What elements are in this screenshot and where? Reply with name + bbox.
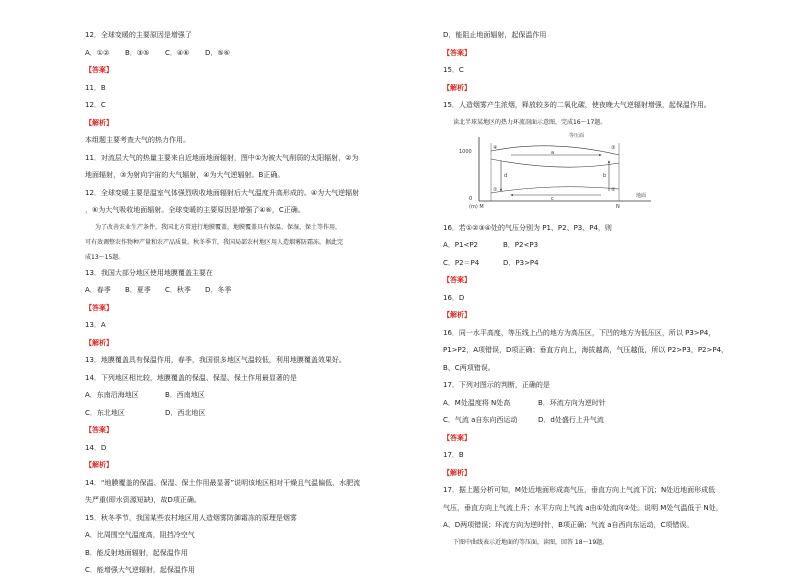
question-13: 13．我国大部分地区使用地膜覆盖主要在 (85, 268, 213, 277)
option-c: C．东北地区 (85, 408, 125, 417)
explanation-17-cont: 气压，垂直方向上气流上升；水平方向上气流 a由①处流向②处。说明 M处气温低于 N处， (443, 503, 723, 512)
explanation-12-cont: ，⑥为大气吸收地面辐射。全球变暖的主要原因是增强了④⑥，C正确。 (85, 206, 305, 214)
flow-label-b: b (603, 172, 607, 179)
option-d: D．P3>P4 (503, 258, 539, 267)
explanation-label: 【解析】 (443, 311, 471, 319)
explanation-label: 【解析】 (85, 338, 113, 347)
lower-isobar (491, 186, 619, 192)
x-left-label: (m) M (469, 203, 484, 210)
option-b: B．P2<P3 (503, 241, 539, 249)
point-2: ② (611, 186, 616, 193)
question-14-options-row2 (85, 408, 415, 418)
figure-intro: 读北半球某地区的热力环流剖面示意图，完成16～17题。 (453, 118, 607, 126)
option-b: B．西南地区 (165, 391, 205, 399)
option-c: C．秋季 (165, 286, 191, 294)
upper-isobar (491, 145, 619, 154)
explanation-17-end: A、D两项错误；环流方向为逆时针，B项正确；气流 a自西向东运动，C项错误。 (443, 521, 694, 529)
option-d: D．冬季 (205, 286, 232, 294)
option-d: D．d处盛行上升气流 (538, 416, 604, 424)
question-16-options-row1 (443, 240, 773, 250)
answer-label: 【答案】 (85, 66, 113, 74)
option-d: D．能阻止地面辐射，起保温作用 (443, 31, 547, 39)
option-a: A．P1<P2 (443, 241, 479, 249)
y-bottom-label: 0 (469, 195, 473, 202)
explanation-16: 16．同一水平高度，等压线上凸的地方为高压区，下凹的地方为低压区，所以 P3>P4， (443, 328, 716, 337)
option-b: B．③⑤ (125, 48, 150, 57)
option-d: D．⑤⑥ (205, 48, 230, 57)
material-intro-end: 成13～15题。 (85, 253, 125, 261)
answer-label: 【答案】 (443, 276, 471, 284)
explanation-label: 【解析】 (85, 118, 113, 127)
explanation-13: 13．地膜覆盖具有保温作用，春季，我国很多地区气温较低，利用地膜覆盖效果好。 (85, 356, 346, 364)
upper-isobar-2 (491, 159, 619, 167)
right-column (443, 30, 773, 553)
flow-label-c: c (551, 195, 554, 202)
option-a: A．比周围空气温度高，阻挡冷空气 (85, 531, 195, 539)
explanation-16-cont: P1>P2，A项错误，D项正确；垂直方向上，海拔越高，气压越低，所以 P2>P3，P2>P4， (443, 346, 729, 354)
option-b: B．夏季 (125, 286, 151, 294)
question-12-options (85, 48, 415, 58)
option-a: A．M处温度将 N处高 (443, 398, 511, 407)
explanation-14: 14．“地膜覆盖的保温、保湿、保土作用最显著”说明该地区相对干燥且气温偏低、水肥流 (85, 478, 361, 487)
question-17-options-row1 (443, 398, 773, 408)
explanation-12: 12．全球变暖主要是温室气体强烈吸收地面辐射后大气温度升高形成的。④为大气逆辐射 (85, 188, 360, 197)
x-right-label: N (616, 203, 620, 210)
answer-15: 15．C (443, 66, 464, 74)
answer-16: 16．D (443, 293, 465, 302)
answer-12: 12．C (85, 101, 106, 109)
question-14: 14．下列地区相比较，地膜覆盖的保温、保湿、保土作用最显著的是 (85, 373, 297, 382)
explanation-11: 11．对流层大气的热量主要来自近地面地面辐射，图中①为被大气削弱的太阳辐射，②为 (85, 153, 359, 162)
question-16: 16．若①②③④处的气压分别为 P1、P2、P3、P4，则 (443, 223, 612, 232)
option-d: D．西北地区 (165, 408, 206, 417)
explanation-14-cont: 失严重(即水资源短缺)，故D项正确。 (85, 496, 201, 504)
explanation-label: 【解析】 (443, 468, 471, 477)
material-intro: 为了改善农业生产条件，我国北方常进行地膜覆盖，地膜覆盖具有保温、保湿、保土等作用， (95, 223, 342, 231)
option-c: C．④⑥ (165, 48, 190, 57)
next-figure-intro: 下图中曲线表示近地面的等压面，读图，回答 18～19题。 (453, 538, 609, 546)
option-b: B．能反射地面辐射，起保温作用 (85, 548, 188, 557)
option-c: C．能增强大气逆辐射，起保温作用 (85, 566, 195, 574)
question-13-options (85, 285, 415, 295)
point-1: ① (493, 186, 498, 193)
answer-14: 14．D (85, 443, 107, 452)
answer-13: 13．A (85, 321, 106, 329)
thermal-circulation-diagram (451, 133, 691, 215)
explanation-17: 17．据上题分析可知，M处近地面形成高气压，垂直方向上气流下沉；N处近地面形成低 (443, 486, 716, 494)
explanation-label: 【解析】 (85, 461, 113, 469)
explanation-15: 15．人造烟雾产生浓烟，释放较多的二氧化碳，使夜晚大气逆辐射增强，起保温作用。 (443, 101, 711, 109)
answer-label: 【答案】 (443, 48, 471, 57)
explanation-intro: 本组题主要考查大气的热力作用。 (85, 136, 190, 144)
answer-17: 17．B (443, 451, 464, 459)
explanation-11-cont: 地面辐射，③为射向宇宙的大气辐射，④为大气逆辐射。B正确。 (85, 171, 285, 179)
option-b: B．环流方向为逆时针 (538, 398, 606, 407)
option-c: C．气流 a自东向西运动 (443, 416, 518, 424)
point-4: ④ (493, 144, 498, 151)
point-3: ③ (611, 144, 616, 151)
answer-label: 【答案】 (85, 426, 113, 434)
answer-11: 11．B (85, 83, 106, 92)
option-a: A．春季 (85, 286, 111, 294)
isobar-label: 等压面 (569, 132, 585, 139)
flow-label-a: a (551, 149, 555, 156)
explanation-label: 【解析】 (443, 83, 471, 92)
explanation-16-end: B、C两项错误。 (443, 363, 495, 372)
y-top-label: 1000 (459, 148, 472, 155)
flow-label-d: d (504, 172, 508, 179)
question-12: 12．全球变暖的主要原因是增强了 (85, 31, 192, 39)
question-15: 15．秋冬季节，我国某些农村地区用人造烟雾防御霜冻的原理是烟雾 (85, 513, 297, 522)
circulation-svg (451, 133, 691, 215)
question-14-options-row1 (85, 390, 415, 400)
option-a: A．东南沿海地区 (85, 391, 139, 399)
question-17: 17．下列对图示的判断，正确的是 (443, 381, 550, 389)
material-intro-cont: 可有效调整农作物种产量和农产品质量。秋冬季节，我国局部农村地区用人造烟雾防霜冻。据此完 (85, 238, 344, 246)
question-16-options-row2 (443, 258, 773, 268)
question-17-options-row2 (443, 415, 773, 425)
option-c: C．P2＝P4 (443, 258, 480, 267)
answer-label: 【答案】 (443, 433, 471, 442)
option-a: A．①② (85, 48, 110, 57)
answer-label: 【答案】 (85, 303, 113, 312)
left-column (85, 30, 415, 583)
ground-label: 地面 (636, 192, 647, 199)
